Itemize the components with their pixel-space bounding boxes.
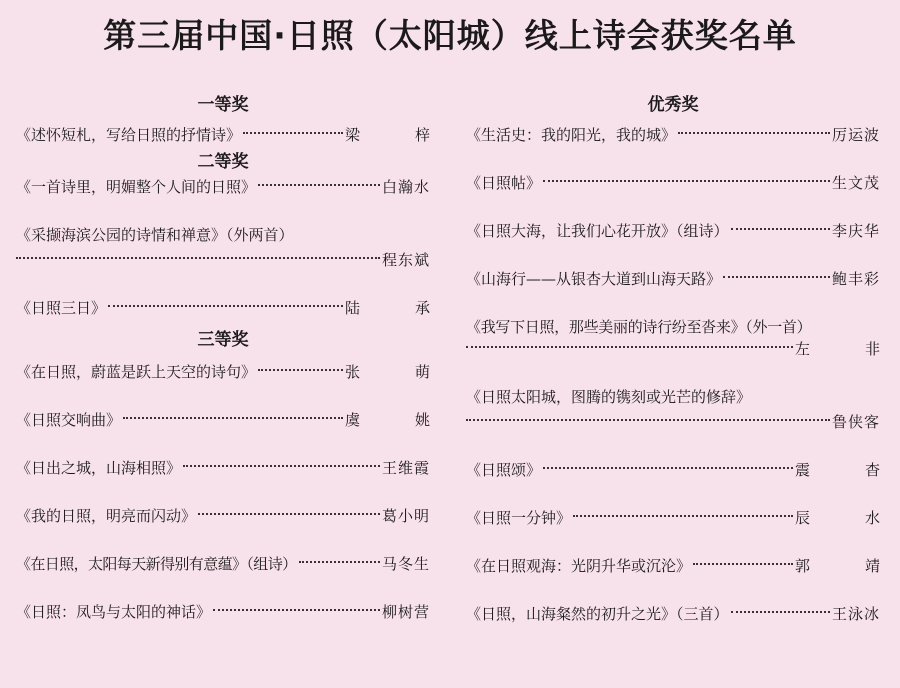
author-name: 张 萌 bbox=[344, 363, 450, 381]
author-name: 程东斌 bbox=[381, 251, 430, 269]
page-title: 第三届中国·日照（太阳城）线上诗会获奖名单 bbox=[103, 16, 797, 55]
leader-dots bbox=[198, 513, 380, 515]
leader-dots bbox=[258, 369, 343, 371]
work-title: 《日照颂》 bbox=[466, 461, 542, 479]
author-name: 王泳冰 bbox=[831, 605, 880, 623]
leader-dots bbox=[466, 346, 793, 348]
award-entry bbox=[466, 459, 900, 481]
award-entry bbox=[16, 457, 430, 479]
award-entry bbox=[466, 555, 900, 577]
author-name: 鲍丰彩 bbox=[831, 270, 880, 288]
author-name: 陆 承 bbox=[344, 299, 450, 317]
award-entry bbox=[16, 409, 450, 431]
leader-dots bbox=[213, 609, 380, 611]
author-name: 生文茂 bbox=[831, 174, 880, 192]
award-entry bbox=[16, 553, 430, 575]
right-column bbox=[466, 90, 900, 625]
work-title: 《日照，山海粲然的初升之光》（三首） bbox=[466, 605, 729, 623]
leader-dots bbox=[243, 132, 343, 134]
leader-dots bbox=[16, 257, 380, 259]
left-column bbox=[16, 90, 450, 623]
award-entry bbox=[16, 124, 450, 146]
work-title: 《日照太阳城，图腾的镌刻或光芒的修辞》 bbox=[466, 388, 752, 406]
section-heading-third-prize: 三等奖 bbox=[197, 330, 249, 350]
leader-dots bbox=[183, 465, 380, 467]
work-title: 《采撷海滨公园的诗情和禅意》（外两首） bbox=[16, 226, 294, 244]
award-entry bbox=[16, 297, 450, 319]
award-entry bbox=[466, 268, 880, 290]
work-title: 《日出之城，山海相照》 bbox=[16, 459, 182, 477]
leader-dots bbox=[693, 563, 793, 565]
leader-dots bbox=[573, 515, 793, 517]
leader-dots bbox=[299, 561, 380, 563]
award-entry bbox=[16, 176, 430, 198]
author-name: 左 非 bbox=[794, 340, 900, 358]
author-name: 厉运波 bbox=[831, 126, 880, 144]
author-name: 梁 梓 bbox=[344, 126, 450, 144]
leader-dots bbox=[258, 184, 380, 186]
work-title: 《一首诗里，明媚整个人间的日照》 bbox=[16, 178, 257, 196]
work-title: 《日照帖》 bbox=[466, 174, 542, 192]
work-title: 《日照三日》 bbox=[16, 299, 107, 317]
work-title: 《在日照，太阳每天新得别有意蕴》（组诗） bbox=[16, 555, 297, 573]
author-name: 白瀚水 bbox=[381, 178, 430, 196]
author-name: 震 杳 bbox=[794, 461, 900, 479]
work-title: 《日照：凤鸟与太阳的神话》 bbox=[16, 603, 212, 621]
award-entry bbox=[16, 505, 430, 527]
work-title: 《日照大海，让我们心花开放》（组诗） bbox=[466, 222, 729, 240]
leader-dots bbox=[108, 305, 343, 307]
leader-dots bbox=[123, 417, 343, 419]
award-entry bbox=[466, 507, 900, 529]
work-title: 《在日照观海：光阴升华或沉沦》 bbox=[466, 557, 692, 575]
leader-dots bbox=[543, 180, 830, 182]
author-name: 葛小明 bbox=[381, 507, 430, 525]
award-entry bbox=[16, 601, 430, 623]
section-heading-first-prize: 一等奖 bbox=[197, 95, 249, 115]
author-name: 鲁侠客 bbox=[831, 413, 880, 431]
award-entry bbox=[466, 603, 880, 625]
leader-dots bbox=[731, 228, 830, 230]
leader-dots bbox=[543, 467, 793, 469]
leader-dots bbox=[723, 276, 830, 278]
award-entry bbox=[466, 172, 880, 194]
author-name: 马冬生 bbox=[381, 555, 430, 573]
work-title: 《在日照，蔚蓝是跃上天空的诗句》 bbox=[16, 363, 257, 381]
award-entry bbox=[466, 124, 880, 146]
work-title: 《日照一分钟》 bbox=[466, 509, 572, 527]
author-name: 王维霞 bbox=[381, 459, 430, 477]
work-title: 《日照交响曲》 bbox=[16, 411, 122, 429]
award-entry bbox=[466, 220, 880, 242]
author-name: 李庆华 bbox=[831, 222, 880, 240]
work-title: 《我写下日照，那些美丽的诗行纷至沓来》（外一首） bbox=[466, 318, 812, 336]
leader-dots bbox=[466, 419, 830, 421]
leader-dots bbox=[678, 132, 830, 134]
award-entry bbox=[16, 224, 430, 271]
work-title: 《生活史：我的阳光，我的城》 bbox=[466, 126, 677, 144]
award-entry bbox=[16, 361, 450, 383]
section-heading-excellence-prize: 优秀奖 bbox=[647, 95, 699, 115]
award-entry bbox=[466, 316, 900, 360]
author-name: 辰 水 bbox=[794, 509, 900, 527]
author-name: 虞 姚 bbox=[344, 411, 450, 429]
section-heading-second-prize: 二等奖 bbox=[197, 152, 249, 172]
leader-dots bbox=[731, 611, 830, 613]
work-title: 《我的日照，明亮而闪动》 bbox=[16, 507, 197, 525]
author-name: 柳树营 bbox=[381, 603, 430, 621]
author-name: 郭 靖 bbox=[794, 557, 900, 575]
award-entry bbox=[466, 386, 880, 433]
work-title: 《山海行——从银杏大道到山海天路》 bbox=[466, 270, 722, 288]
work-title: 《述怀短札，写给日照的抒情诗》 bbox=[16, 126, 242, 144]
